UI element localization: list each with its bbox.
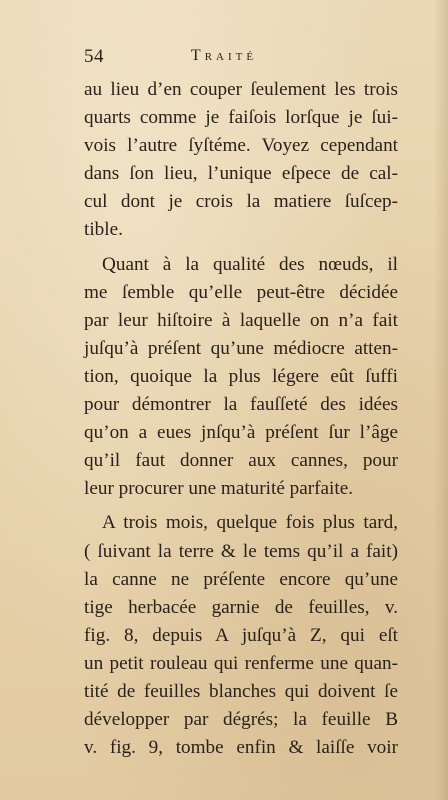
paragraph-start-line: A trois mois, quelque fois plus tard, (102, 512, 398, 534)
page-number: 54 (84, 46, 104, 67)
text-line: pour démontrer la fauſſeté des idées (84, 394, 398, 416)
text-line: me ſemble qu’elle peut-être décidée (84, 281, 398, 303)
text-line: quarts comme je faiſois lorſque je ſui- (84, 107, 398, 129)
text-line: vois l’autre ſyſtéme. Voyez cependant (84, 135, 398, 157)
text-line: au lieu d’en couper ſeulement les trois (84, 79, 398, 100)
text-line: par leur hiſtoire à laquelle on n’a fait (84, 309, 398, 331)
text-line: tité de feuilles blanches qui doivent ſe (84, 680, 398, 702)
text-line: qu’on a eues jnſqu’à préſent ſur l’âge (84, 422, 398, 444)
text-line: ( ſuivant la terre & le tems qu’il a fait) (84, 540, 398, 562)
text-line: tige herbacée garnie de feuilles, v. (84, 596, 398, 618)
running-title: Traité (190, 47, 258, 64)
text-line: cul dont je crois la matiere ſuſcep- (84, 191, 398, 213)
text-line: développer par dégrés; la feuille B (84, 709, 398, 731)
text-line: dans ſon lieu, l’unique eſpece de cal- (84, 163, 398, 185)
text-line: tible. (84, 219, 123, 241)
text-line: fig. 8, depuis A juſqu’à Z, qui eſt (84, 624, 398, 646)
text-line: un petit rouleau qui renferme une quan- (84, 652, 398, 674)
text-line: qu’il faut donner aux cannes, pour (84, 450, 398, 472)
text-line: tion, quoique la plus légere eût ſuffi (84, 365, 398, 387)
text-line: leur procurer une maturité parfaite. (84, 478, 354, 500)
text-line: juſqu’à préſent qu’une médiocre atten- (84, 337, 398, 359)
paragraph-start-line: Quant à la qualité des nœuds, il (102, 253, 398, 275)
body-text (84, 76, 398, 762)
text-line: v. fig. 9, tombe enfin & laiſſe voir (84, 737, 398, 759)
page-header (0, 46, 448, 74)
text-line: la canne ne préſente encore qu’une (84, 568, 398, 590)
